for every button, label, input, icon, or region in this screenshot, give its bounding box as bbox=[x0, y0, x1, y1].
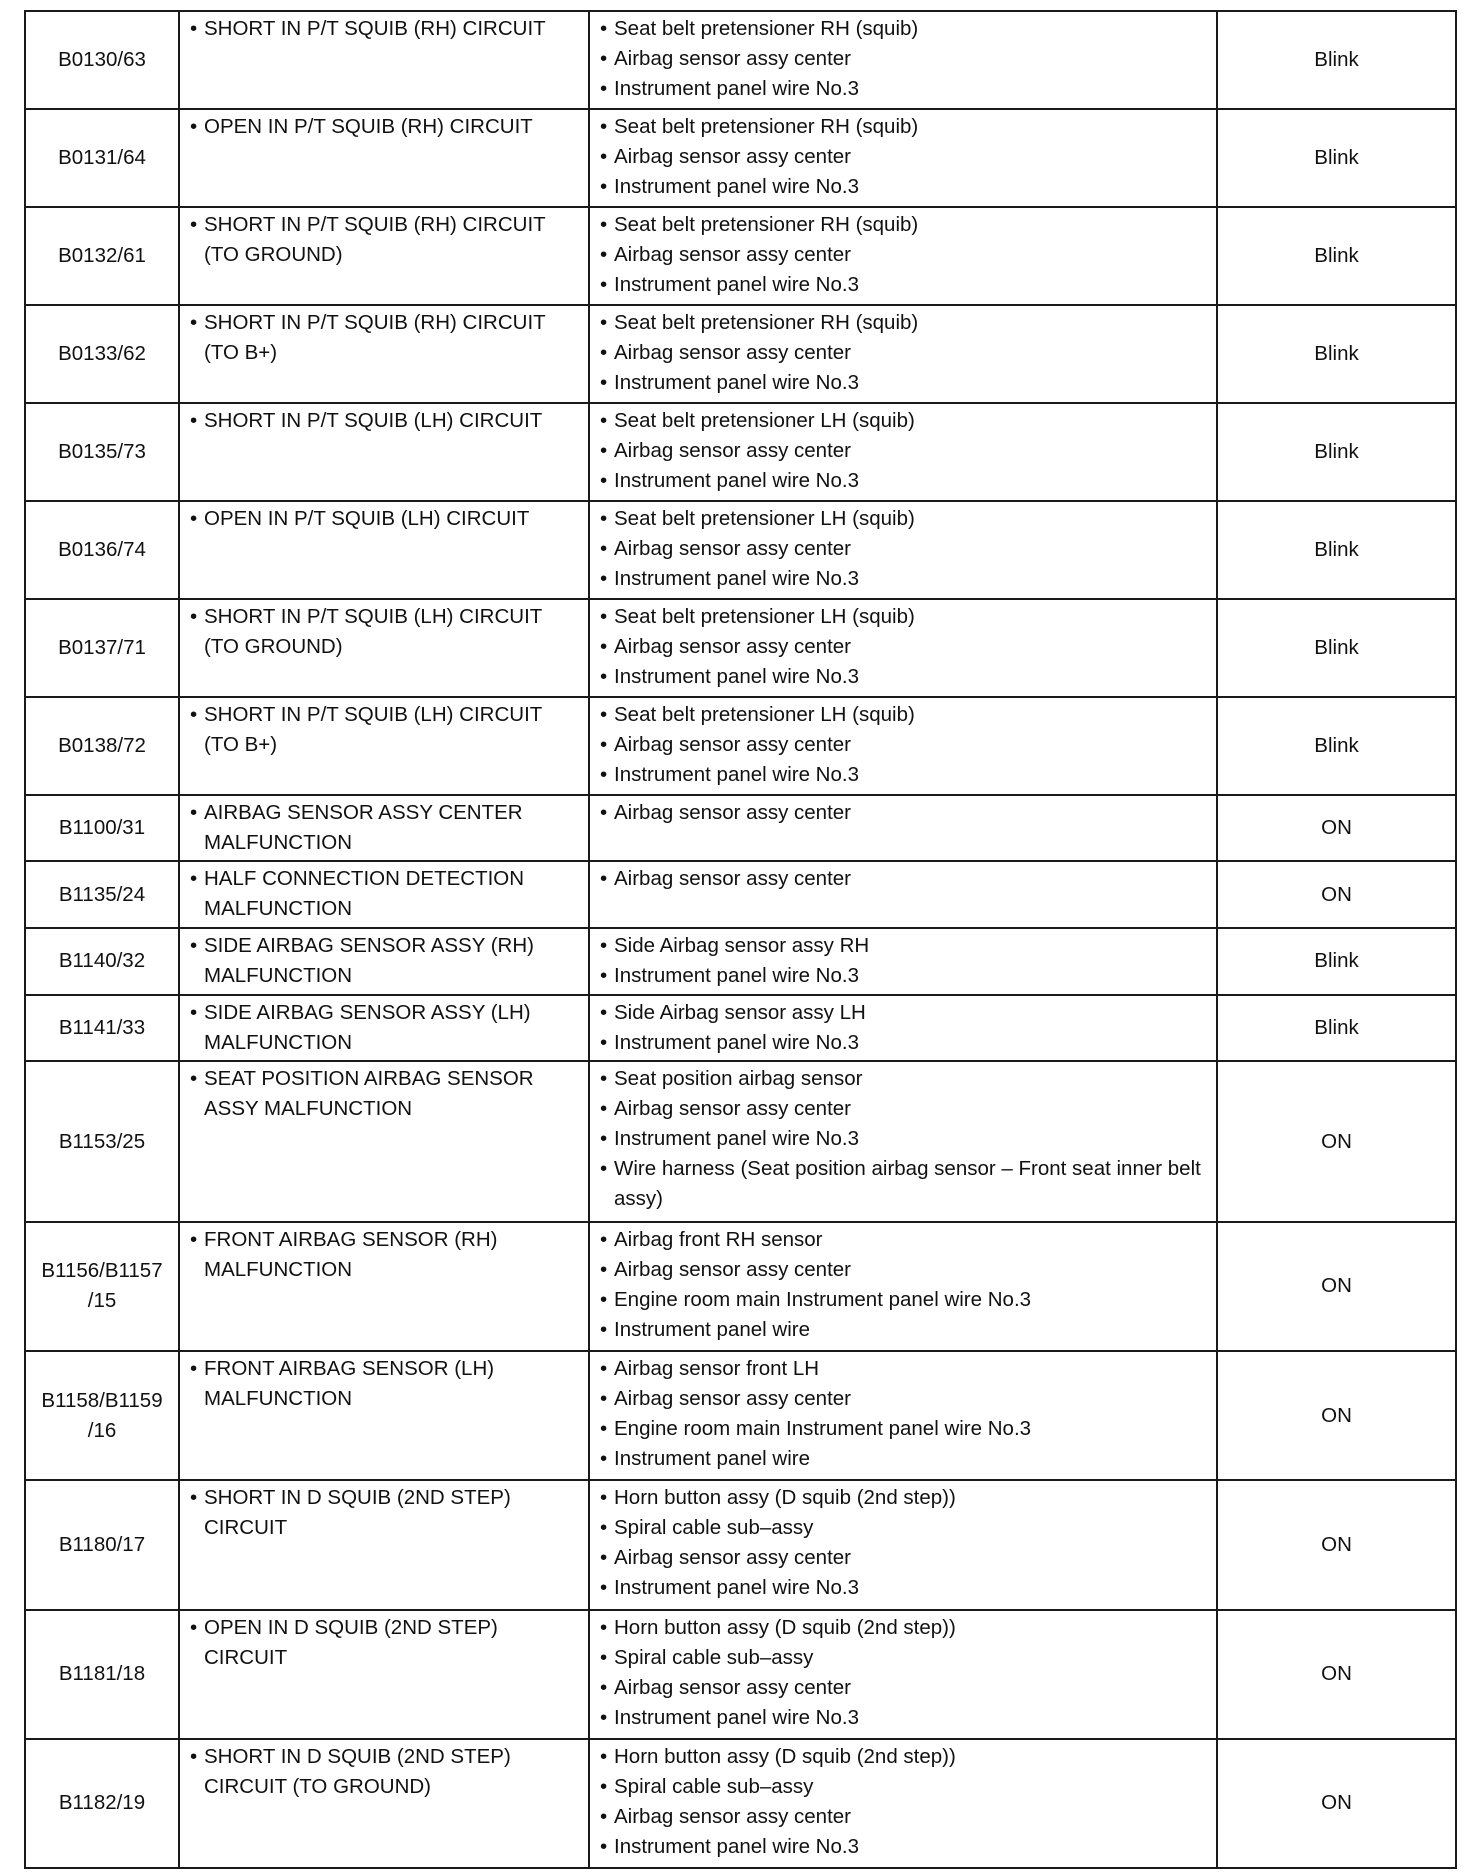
trouble-area-item: • Horn button assy (D squib (2nd step)) bbox=[600, 1483, 1208, 1513]
warning-light-status: Blink bbox=[1217, 599, 1456, 697]
dtc-row bbox=[25, 1222, 1456, 1351]
dtc-row bbox=[25, 305, 1456, 403]
trouble-area-item: • Horn button assy (D squib (2nd step)) bbox=[600, 1742, 1208, 1772]
detection-item-cell bbox=[179, 11, 589, 109]
dtc-row bbox=[25, 1610, 1456, 1739]
dtc-row bbox=[25, 403, 1456, 501]
trouble-area-item: • Instrument panel wire No.3 bbox=[600, 74, 1208, 104]
detection-item: • SHORT IN P/T SQUIB (LH) CIRCUIT (TO B+) bbox=[190, 700, 580, 760]
warning-light-status: Blink bbox=[1217, 109, 1456, 207]
dtc-row bbox=[25, 928, 1456, 995]
detection-item-cell bbox=[179, 1480, 589, 1609]
detection-item-cell bbox=[179, 697, 589, 795]
trouble-area-cell bbox=[589, 305, 1217, 403]
trouble-area-item: • Airbag sensor assy center bbox=[600, 798, 1208, 828]
detection-item-cell bbox=[179, 305, 589, 403]
dtc-code: B1181/18 bbox=[25, 1610, 179, 1739]
trouble-area-item: • Airbag sensor assy center bbox=[600, 240, 1208, 270]
trouble-area-cell bbox=[589, 861, 1217, 928]
detection-item-cell bbox=[179, 1222, 589, 1351]
trouble-area-cell bbox=[589, 1351, 1217, 1480]
trouble-area-item: • Instrument panel wire No.3 bbox=[600, 466, 1208, 496]
trouble-area-item: • Airbag sensor assy center bbox=[600, 1673, 1208, 1703]
trouble-area-item: • Side Airbag sensor assy RH bbox=[600, 931, 1208, 961]
trouble-area-item: • Airbag sensor assy center bbox=[600, 864, 1208, 894]
detection-item: • SHORT IN P/T SQUIB (LH) CIRCUIT bbox=[190, 406, 580, 436]
detection-item: • SHORT IN P/T SQUIB (RH) CIRCUIT (TO GROUND) bbox=[190, 210, 580, 270]
trouble-area-cell bbox=[589, 109, 1217, 207]
trouble-area-item: • Engine room main Instrument panel wire No.3 bbox=[600, 1285, 1208, 1315]
trouble-area-item: • Seat belt pretensioner LH (squib) bbox=[600, 700, 1208, 730]
dtc-row bbox=[25, 1061, 1456, 1221]
trouble-area-item: • Instrument panel wire bbox=[600, 1315, 1208, 1345]
trouble-area-cell bbox=[589, 928, 1217, 995]
dtc-code: B1141/33 bbox=[25, 995, 179, 1062]
detection-item-cell bbox=[179, 403, 589, 501]
trouble-area-item: • Airbag sensor assy center bbox=[600, 534, 1208, 564]
warning-light-status: ON bbox=[1217, 1061, 1456, 1221]
dtc-row bbox=[25, 599, 1456, 697]
trouble-area-cell bbox=[589, 599, 1217, 697]
dtc-code: B1100/31 bbox=[25, 795, 179, 862]
warning-light-status: ON bbox=[1217, 861, 1456, 928]
trouble-area-cell bbox=[589, 1480, 1217, 1609]
detection-item: • SHORT IN P/T SQUIB (RH) CIRCUIT bbox=[190, 14, 580, 44]
trouble-area-item: • Airbag sensor assy center bbox=[600, 730, 1208, 760]
trouble-area-cell bbox=[589, 1739, 1217, 1868]
warning-light-status: ON bbox=[1217, 1739, 1456, 1868]
detection-item: • FRONT AIRBAG SENSOR (RH) MALFUNCTION bbox=[190, 1225, 580, 1285]
dtc-code: B1156/B1157 /15 bbox=[25, 1222, 179, 1351]
trouble-area-item: • Horn button assy (D squib (2nd step)) bbox=[600, 1613, 1208, 1643]
detection-item: • OPEN IN D SQUIB (2ND STEP) CIRCUIT bbox=[190, 1613, 580, 1673]
dtc-row bbox=[25, 109, 1456, 207]
trouble-area-item: • Airbag sensor assy center bbox=[600, 632, 1208, 662]
warning-light-status: ON bbox=[1217, 1610, 1456, 1739]
detection-item-cell bbox=[179, 795, 589, 862]
trouble-area-item: • Airbag sensor assy center bbox=[600, 142, 1208, 172]
detection-item-cell bbox=[179, 501, 589, 599]
trouble-area-item: • Airbag sensor assy center bbox=[600, 1255, 1208, 1285]
detection-item-cell bbox=[179, 861, 589, 928]
detection-item: • OPEN IN P/T SQUIB (RH) CIRCUIT bbox=[190, 112, 580, 142]
trouble-area-item: • Side Airbag sensor assy LH bbox=[600, 998, 1208, 1028]
warning-light-status: Blink bbox=[1217, 403, 1456, 501]
detection-item: • OPEN IN P/T SQUIB (LH) CIRCUIT bbox=[190, 504, 580, 534]
trouble-area-item: • Seat belt pretensioner RH (squib) bbox=[600, 14, 1208, 44]
trouble-area-item: • Instrument panel wire No.3 bbox=[600, 1028, 1208, 1058]
trouble-area-item: • Spiral cable sub–assy bbox=[600, 1513, 1208, 1543]
detection-item: • SHORT IN P/T SQUIB (LH) CIRCUIT (TO GROUND) bbox=[190, 602, 580, 662]
dtc-row bbox=[25, 501, 1456, 599]
trouble-area-cell bbox=[589, 11, 1217, 109]
dtc-code: B0132/61 bbox=[25, 207, 179, 305]
warning-light-status: Blink bbox=[1217, 697, 1456, 795]
trouble-area-item: • Seat belt pretensioner LH (squib) bbox=[600, 504, 1208, 534]
warning-light-status: Blink bbox=[1217, 995, 1456, 1062]
trouble-area-cell bbox=[589, 501, 1217, 599]
trouble-area-cell bbox=[589, 1061, 1217, 1221]
warning-light-status: Blink bbox=[1217, 501, 1456, 599]
trouble-area-item: • Seat belt pretensioner RH (squib) bbox=[600, 210, 1208, 240]
trouble-area-item: • Instrument panel wire bbox=[600, 1444, 1208, 1474]
detection-item: • FRONT AIRBAG SENSOR (LH) MALFUNCTION bbox=[190, 1354, 580, 1414]
dtc-row bbox=[25, 1480, 1456, 1609]
detection-item: • SHORT IN D SQUIB (2ND STEP) CIRCUIT bbox=[190, 1483, 580, 1543]
trouble-area-item: • Airbag sensor assy center bbox=[600, 338, 1208, 368]
trouble-area-item: • Seat belt pretensioner LH (squib) bbox=[600, 602, 1208, 632]
dtc-code: B1180/17 bbox=[25, 1480, 179, 1609]
dtc-code: B0130/63 bbox=[25, 11, 179, 109]
trouble-area-cell bbox=[589, 795, 1217, 862]
dtc-code: B0135/73 bbox=[25, 403, 179, 501]
trouble-area-item: • Instrument panel wire No.3 bbox=[600, 1703, 1208, 1733]
detection-item-cell bbox=[179, 599, 589, 697]
dtc-code: B0138/72 bbox=[25, 697, 179, 795]
detection-item-cell bbox=[179, 1351, 589, 1480]
dtc-row bbox=[25, 995, 1456, 1062]
detection-item-cell bbox=[179, 995, 589, 1062]
dtc-row bbox=[25, 207, 1456, 305]
trouble-area-cell bbox=[589, 207, 1217, 305]
detection-item: • HALF CONNECTION DETECTION MALFUNCTION bbox=[190, 864, 580, 924]
dtc-code: B0137/71 bbox=[25, 599, 179, 697]
trouble-area-item: • Airbag front RH sensor bbox=[600, 1225, 1208, 1255]
trouble-area-cell bbox=[589, 1610, 1217, 1739]
detection-item-cell bbox=[179, 928, 589, 995]
dtc-table-body bbox=[25, 11, 1456, 1868]
warning-light-status: ON bbox=[1217, 1480, 1456, 1609]
warning-light-status: ON bbox=[1217, 795, 1456, 862]
warning-light-status: ON bbox=[1217, 1351, 1456, 1480]
trouble-area-item: • Instrument panel wire No.3 bbox=[600, 172, 1208, 202]
dtc-table bbox=[24, 10, 1457, 1869]
trouble-area-item: • Engine room main Instrument panel wire No.3 bbox=[600, 1414, 1208, 1444]
detection-item: • SHORT IN P/T SQUIB (RH) CIRCUIT (TO B+) bbox=[190, 308, 580, 368]
dtc-row bbox=[25, 1351, 1456, 1480]
dtc-code: B0133/62 bbox=[25, 305, 179, 403]
trouble-area-item: • Airbag sensor assy center bbox=[600, 44, 1208, 74]
dtc-code: B1135/24 bbox=[25, 861, 179, 928]
trouble-area-cell bbox=[589, 697, 1217, 795]
dtc-code: B0136/74 bbox=[25, 501, 179, 599]
trouble-area-item: • Airbag sensor front LH bbox=[600, 1354, 1208, 1384]
trouble-area-item: • Instrument panel wire No.3 bbox=[600, 1124, 1208, 1154]
detection-item: • SHORT IN D SQUIB (2ND STEP) CIRCUIT (TO GROUND) bbox=[190, 1742, 580, 1802]
detection-item-cell bbox=[179, 1610, 589, 1739]
trouble-area-cell bbox=[589, 1222, 1217, 1351]
trouble-area-cell bbox=[589, 403, 1217, 501]
trouble-area-item: • Spiral cable sub–assy bbox=[600, 1643, 1208, 1673]
trouble-area-item: • Airbag sensor assy center bbox=[600, 1094, 1208, 1124]
detection-item: • SIDE AIRBAG SENSOR ASSY (LH) MALFUNCTION bbox=[190, 998, 580, 1058]
warning-light-status: Blink bbox=[1217, 928, 1456, 995]
trouble-area-item: • Seat belt pretensioner RH (squib) bbox=[600, 308, 1208, 338]
detection-item: • SIDE AIRBAG SENSOR ASSY (RH) MALFUNCTION bbox=[190, 931, 580, 991]
trouble-area-item: • Wire harness (Seat position airbag sensor – Front seat inner belt assy) bbox=[600, 1154, 1208, 1214]
trouble-area-item: • Airbag sensor assy center bbox=[600, 1543, 1208, 1573]
trouble-area-item: • Instrument panel wire No.3 bbox=[600, 760, 1208, 790]
dtc-row bbox=[25, 861, 1456, 928]
dtc-row bbox=[25, 11, 1456, 109]
warning-light-status: Blink bbox=[1217, 11, 1456, 109]
dtc-row bbox=[25, 1739, 1456, 1868]
dtc-code: B1182/19 bbox=[25, 1739, 179, 1868]
warning-light-status: Blink bbox=[1217, 305, 1456, 403]
detection-item: • AIRBAG SENSOR ASSY CENTER MALFUNCTION bbox=[190, 798, 580, 858]
dtc-code: B1158/B1159 /16 bbox=[25, 1351, 179, 1480]
dtc-code: B1140/32 bbox=[25, 928, 179, 995]
dtc-row bbox=[25, 697, 1456, 795]
trouble-area-item: • Airbag sensor assy center bbox=[600, 1802, 1208, 1832]
trouble-area-cell bbox=[589, 995, 1217, 1062]
trouble-area-item: • Instrument panel wire No.3 bbox=[600, 1832, 1208, 1862]
warning-light-status: ON bbox=[1217, 1222, 1456, 1351]
dtc-code: B1153/25 bbox=[25, 1061, 179, 1221]
detection-item-cell bbox=[179, 1739, 589, 1868]
trouble-area-item: • Airbag sensor assy center bbox=[600, 1384, 1208, 1414]
trouble-area-item: • Instrument panel wire No.3 bbox=[600, 662, 1208, 692]
trouble-area-item: • Seat belt pretensioner LH (squib) bbox=[600, 406, 1208, 436]
detection-item-cell bbox=[179, 1061, 589, 1221]
detection-item-cell bbox=[179, 207, 589, 305]
trouble-area-item: • Seat position airbag sensor bbox=[600, 1064, 1208, 1094]
dtc-code: B0131/64 bbox=[25, 109, 179, 207]
trouble-area-item: • Instrument panel wire No.3 bbox=[600, 368, 1208, 398]
trouble-area-item: • Instrument panel wire No.3 bbox=[600, 270, 1208, 300]
trouble-area-item: • Instrument panel wire No.3 bbox=[600, 1573, 1208, 1603]
warning-light-status: Blink bbox=[1217, 207, 1456, 305]
trouble-area-item: • Instrument panel wire No.3 bbox=[600, 564, 1208, 594]
detection-item: • SEAT POSITION AIRBAG SENSOR ASSY MALFUNCTION bbox=[190, 1064, 580, 1124]
trouble-area-item: • Seat belt pretensioner RH (squib) bbox=[600, 112, 1208, 142]
trouble-area-item: • Instrument panel wire No.3 bbox=[600, 961, 1208, 991]
dtc-row bbox=[25, 795, 1456, 862]
trouble-area-item: • Spiral cable sub–assy bbox=[600, 1772, 1208, 1802]
detection-item-cell bbox=[179, 109, 589, 207]
trouble-area-item: • Airbag sensor assy center bbox=[600, 436, 1208, 466]
